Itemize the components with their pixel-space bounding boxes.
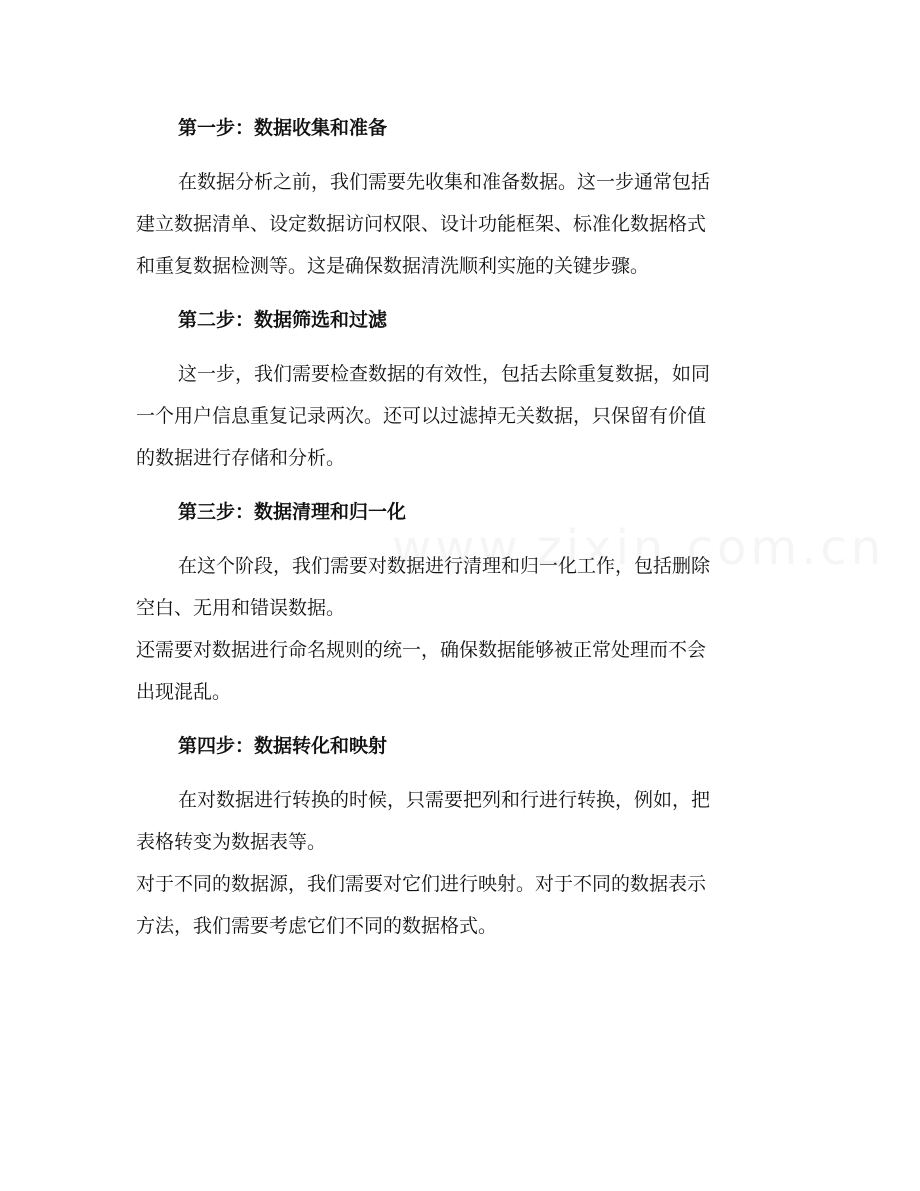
text-line: 建立数据清单、设定数据访问权限、设计功能框架、标准化数据格式	[136, 213, 707, 235]
section-heading-4: 第四步：数据转化和映射	[178, 735, 388, 757]
text-line: 对于不同的数据源，我们需要对它们进行映射。对于不同的数据表示	[136, 873, 707, 895]
section-4-paragraph-2	[136, 863, 776, 947]
text-line: 空白、无用和错误数据。	[136, 597, 346, 619]
text-line: 和重复数据检测等。这是确保数据清洗顺利实施的关键步骤。	[136, 255, 650, 277]
section-1-paragraph	[136, 161, 776, 287]
section-3-paragraph-1	[136, 545, 776, 629]
text-line: 在对数据进行转换的时候，只需要把列和行进行转换，例如，把	[178, 789, 711, 811]
text-line: 这一步，我们需要检查数据的有效性，包括去除重复数据，如同	[178, 363, 711, 385]
text-line: 的数据进行存储和分析。	[136, 447, 346, 469]
section-heading-3: 第三步：数据清理和归一化	[178, 501, 407, 523]
section-heading-2: 第二步：数据筛选和过滤	[178, 309, 388, 331]
section-2-paragraph	[136, 353, 776, 479]
text-line: 出现混乱。	[136, 681, 232, 703]
document-body	[136, 107, 776, 959]
text-line: 在数据分析之前，我们需要先收集和准备数据。这一步通常包括	[178, 171, 711, 193]
section-3-paragraph-2	[136, 629, 776, 713]
section-4-paragraph-1	[136, 779, 776, 863]
section-heading-1: 第一步：数据收集和准备	[178, 117, 388, 139]
text-line: 表格转变为数据表等。	[136, 831, 327, 853]
text-line: 一个用户信息重复记录两次。还可以过滤掉无关数据，只保留有价值	[136, 405, 707, 427]
text-line: 还需要对数据进行命名规则的统一，确保数据能够被正常处理而不会	[136, 639, 707, 661]
text-line: 方法，我们需要考虑它们不同的数据格式。	[136, 915, 498, 937]
text-line: 在这个阶段，我们需要对数据进行清理和归一化工作，包括删除	[178, 555, 711, 577]
